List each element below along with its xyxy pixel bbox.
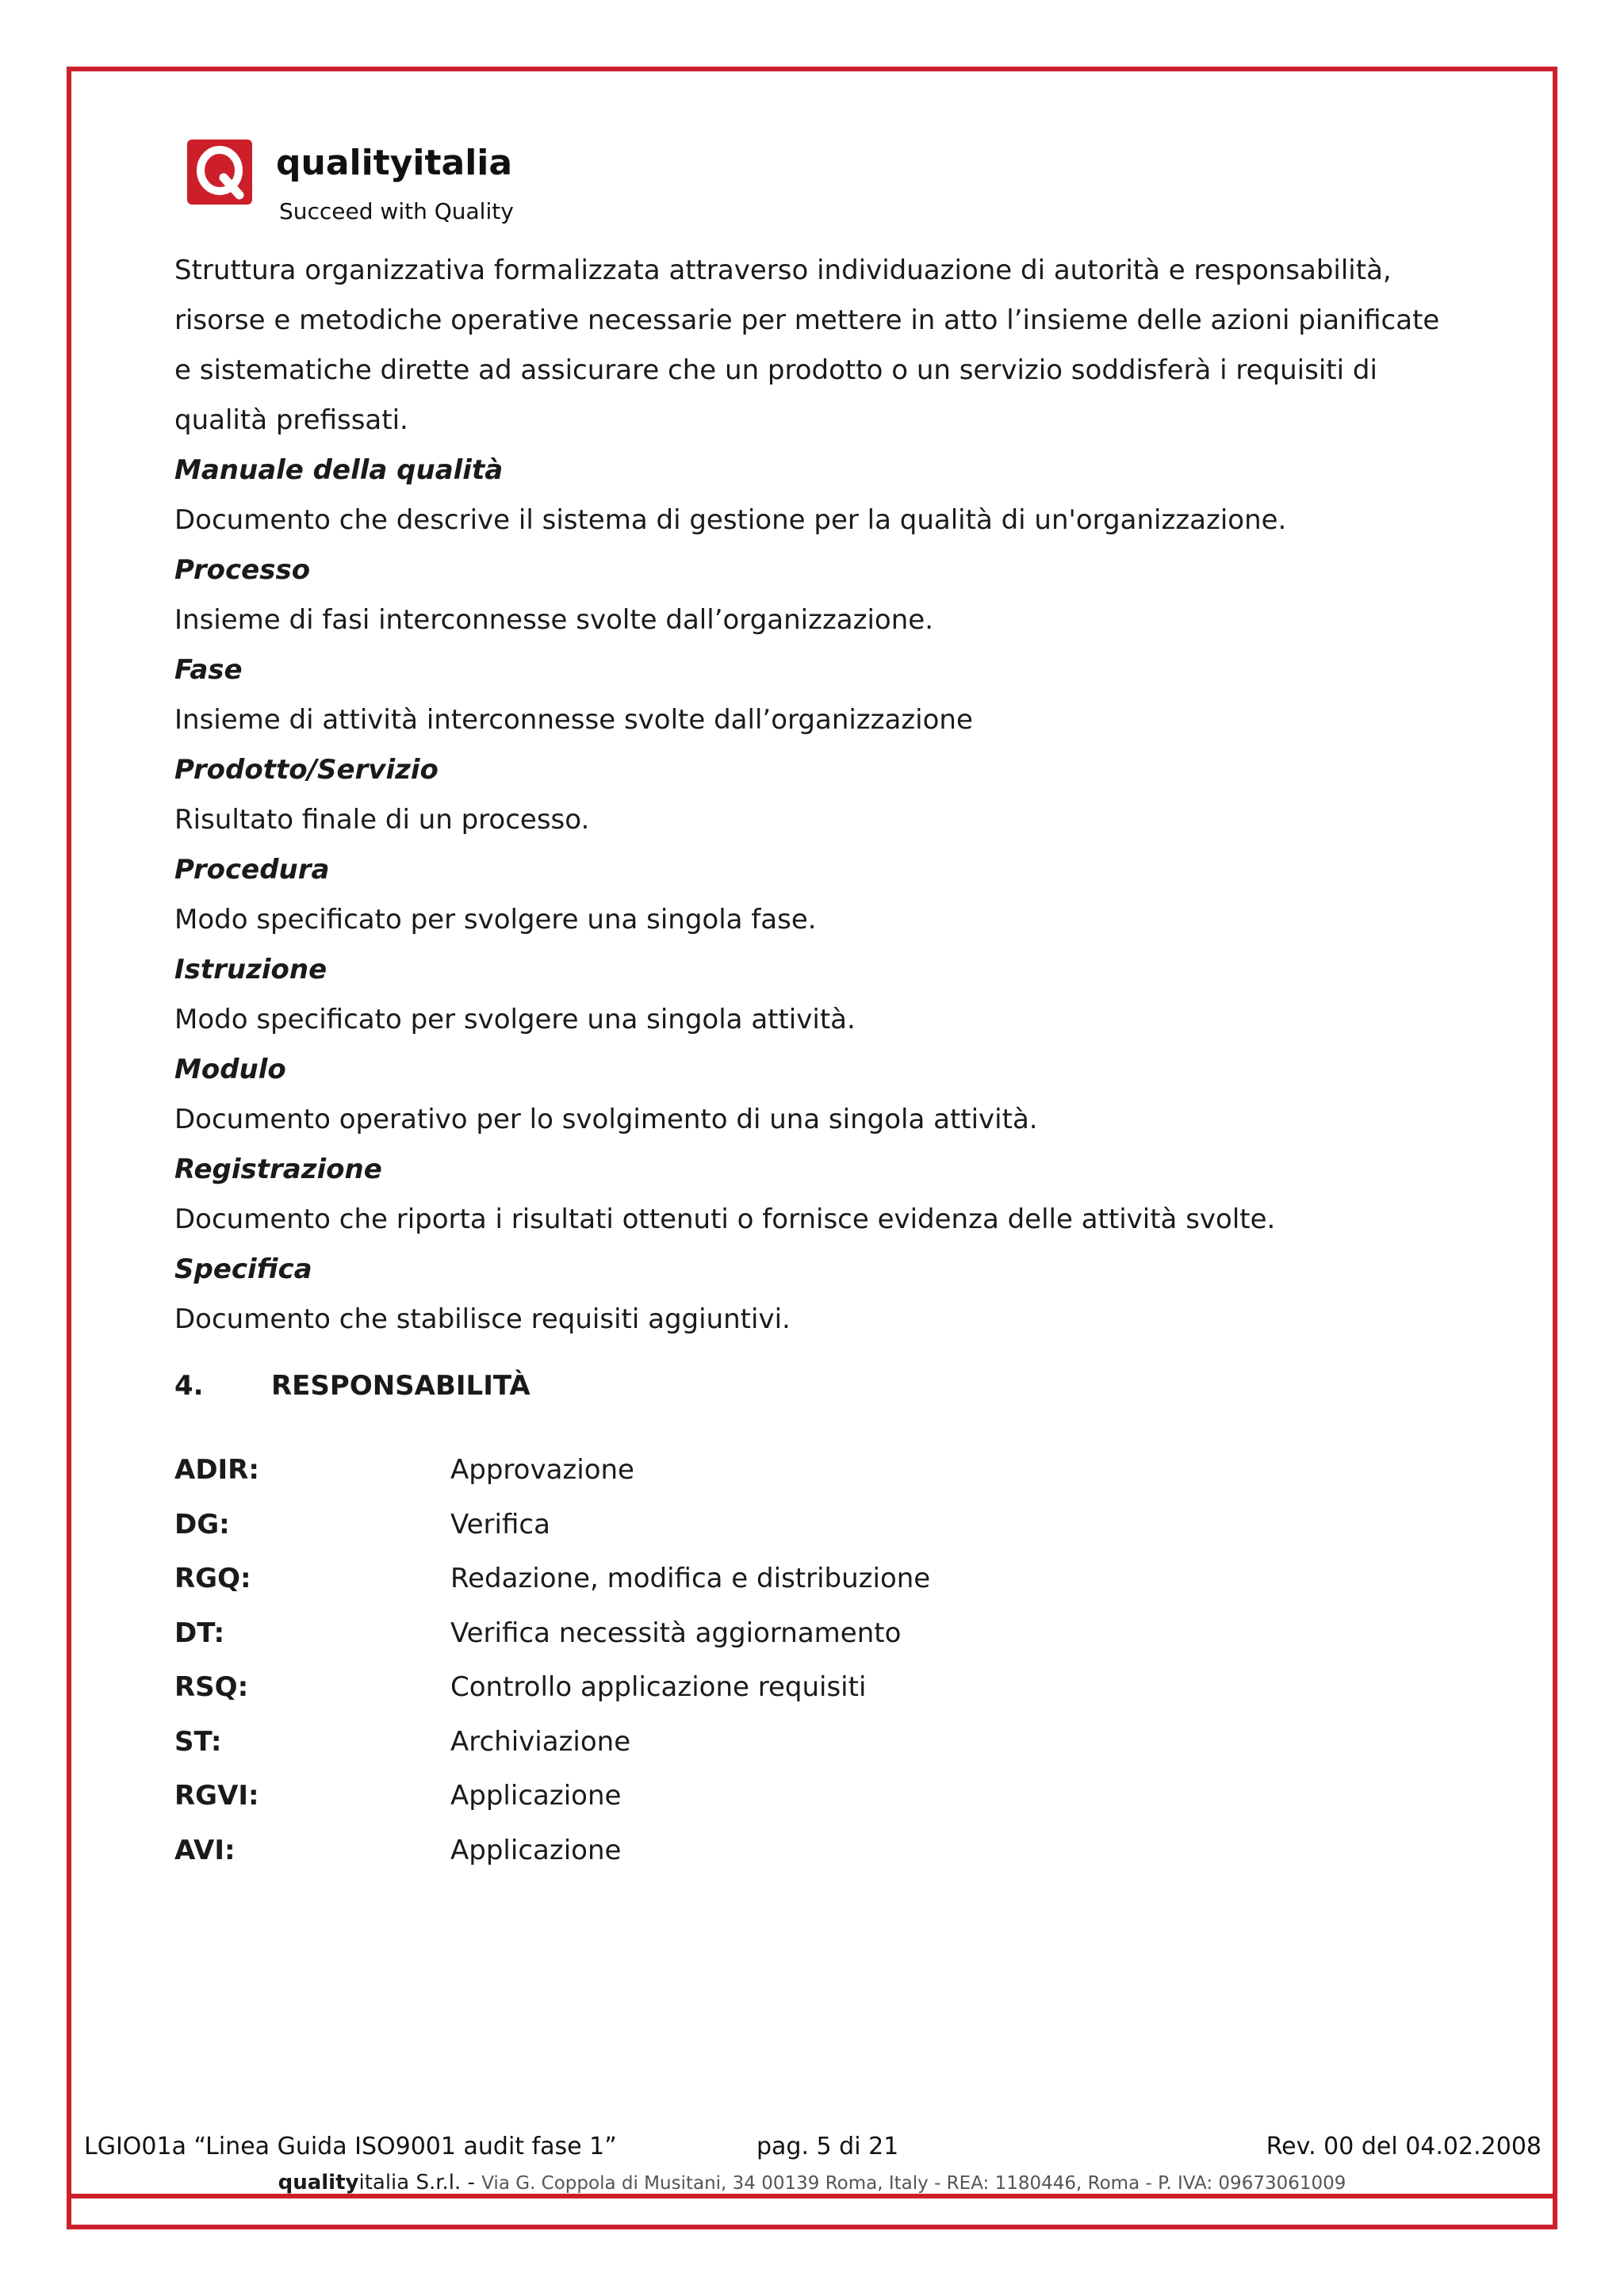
responsibility-role: ADIR: — [174, 1454, 259, 1486]
responsibilities-table — [174, 1443, 930, 1877]
intro-line: qualità prefissati. — [174, 404, 408, 436]
definition-text: Documento che stabilisce requisiti aggiuntivi. — [174, 1303, 791, 1335]
responsibility-role: RGQ: — [174, 1563, 251, 1594]
definition-term: Istruzione — [174, 954, 327, 985]
responsibility-row — [174, 1498, 930, 1552]
responsibility-role: DG: — [174, 1508, 230, 1540]
definition-text: Modo specificato per svolgere una singola attività. — [174, 1004, 856, 1035]
responsibility-row — [174, 1443, 930, 1498]
footer-company-line — [0, 2171, 1624, 2195]
logo-tagline: Succeed with Quality — [279, 198, 514, 224]
definition-text: Modo specificato per svolgere una singola fase. — [174, 904, 817, 936]
responsibility-row — [174, 1715, 930, 1770]
responsibility-row — [174, 1552, 930, 1606]
definition-text: Risultato finale di un processo. — [174, 804, 590, 836]
footer-document-id: LGIO01a “Linea Guida ISO9001 audit fase 1” — [84, 2133, 617, 2160]
responsibility-role: RGVI: — [174, 1780, 259, 1812]
footer-revision: Rev. 00 del 04.02.2008 — [1266, 2133, 1542, 2160]
definition-term: Modulo — [174, 1054, 286, 1085]
responsibility-role: ST: — [174, 1725, 222, 1758]
definition-text: Documento operativo per lo svolgimento di una singola attività. — [174, 1104, 1038, 1135]
responsibility-role: DT: — [174, 1617, 225, 1649]
definition-term: Specifica — [174, 1253, 312, 1285]
section-title: RESPONSABILITÀ — [271, 1370, 530, 1402]
definition-text: Insieme di fasi interconnesse svolte dall’organizzazione. — [174, 604, 933, 636]
responsibility-row — [174, 1606, 930, 1661]
section-number: 4. — [174, 1370, 204, 1402]
definition-text: Insieme di attività interconnesse svolte dall’organizzazione — [174, 704, 973, 736]
responsibility-task: Archiviazione — [450, 1725, 631, 1758]
definitions-list — [174, 446, 1475, 1345]
definition-term: Processo — [174, 554, 311, 586]
definition-term: Procedura — [174, 854, 330, 886]
responsibility-task: Controllo applicazione requisiti — [450, 1671, 867, 1703]
responsibility-row — [174, 1660, 930, 1715]
definition-term: Registrazione — [174, 1154, 382, 1185]
responsibility-role: AVI: — [174, 1834, 236, 1866]
footer-company-address: Via G. Coppola di Musitani, 34 00139 Roma, Italy - REA: 1180446, Roma - P. IVA: 09673061009 — [481, 2173, 1346, 2194]
logo-name: qualityitalia — [276, 143, 513, 183]
responsibility-task: Verifica — [450, 1508, 550, 1540]
document-body — [174, 246, 1475, 1345]
responsibility-task: Redazione, modifica e distribuzione — [450, 1563, 931, 1594]
footer-company-bold: quality — [278, 2171, 359, 2195]
logo-q-mark — [187, 140, 252, 205]
definition-text: Documento che riporta i risultati ottenuti o fornisce evidenza delle attività svolte. — [174, 1203, 1276, 1235]
footer-company-name: italia S.r.l. - — [358, 2171, 482, 2195]
responsibility-row — [174, 1769, 930, 1823]
definition-term: Fase — [174, 654, 243, 686]
responsibility-task: Applicazione — [450, 1834, 622, 1866]
responsibility-task: Verifica necessità aggiornamento — [450, 1617, 902, 1649]
responsibility-row — [174, 1823, 930, 1878]
intro-paragraph — [174, 246, 1475, 446]
responsibility-role: RSQ: — [174, 1671, 249, 1703]
section-heading — [174, 1370, 530, 1402]
responsibility-task: Approvazione — [450, 1454, 634, 1486]
intro-line: risorse e metodiche operative necessarie per mettere in atto l’insieme delle azioni pianificate — [174, 304, 1440, 336]
definition-term: Prodotto/Servizio — [174, 754, 439, 786]
logo-q-icon — [187, 140, 252, 205]
responsibility-task: Applicazione — [450, 1780, 622, 1812]
definition-text: Documento che descrive il sistema di gestione per la qualità di un'organizzazione. — [174, 504, 1287, 536]
definition-term: Manuale della qualità — [174, 454, 504, 486]
intro-line: Struttura organizzativa formalizzata attraverso individuazione di autorità e responsabilità, — [174, 254, 1392, 286]
footer-page-number: pag. 5 di 21 — [756, 2133, 899, 2160]
intro-line: e sistematiche dirette ad assicurare che un prodotto o un servizio soddisferà i requisiti di — [174, 354, 1377, 386]
